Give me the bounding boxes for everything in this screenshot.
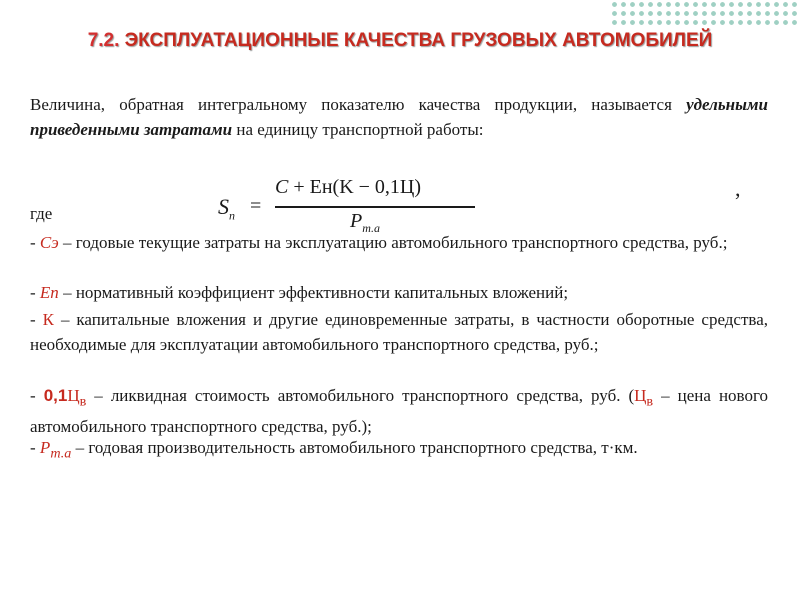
list-item: - Cэ – годовые текущие затраты на эксплуатацию автомобильного транспортного средства, руб.; [30,233,728,252]
formula-equals: = [250,195,262,217]
symbol-cv: $Ц_в$ [67,386,87,410]
formula-numerator: C + Eн(K − 0,1Ц) [275,176,422,198]
intro-emphasis: удельными приведенными затратами [30,95,768,139]
page-title [60,28,740,54]
symbol-ce: Cэ [39,233,59,252]
symbol-k: К [42,310,54,329]
symbol-01: 0,1 [43,386,68,405]
symbol-cv-2: $Ц_в$ [634,386,654,410]
symbol-pta: $P_{т.а}$ [39,438,72,462]
list-item: - Eп – нормативный коэффициент эффективности капитальных вложений; [30,283,569,302]
where-label: где [30,204,53,223]
formula-comma: , [735,176,741,201]
formula [210,176,510,234]
formula-lhs: $S_п$ [218,194,235,223]
decorative-dots [610,0,800,28]
intro-part2: на единицу транспортной работы: [232,120,484,139]
intro-part1: Величина, обратная интегральному показателю качества продукции, называется [30,95,687,114]
title-number: 7.2. [87,30,120,51]
list-item: - $0,1Ц_в$ – ликвидная стоимость автомобильного транспортного средства, руб. ($Ц_в$ – цена нового автомобильного транспортного средства, руб.); [30,386,768,437]
list-item: - К – капитальные вложения и другие единовременные затраты, в частности оборотные средства, необходимые для эксплуатации автомобильного транспортного средства, руб.; [30,310,768,354]
symbol-en: Eп [39,283,59,302]
fraction-bar [275,206,475,208]
intro-paragraph [30,92,768,142]
list-item: - $P_{т.а}$ – годовая производительность автомобильного транспортного средства, т·км. [30,438,638,462]
title-text: ЭКСПЛУАТАЦИОННЫЕ КАЧЕСТВА ГРУЗОВЫХ АВТОМОБИЛЕЙ [119,30,713,51]
formula-denominator: $P_{т.а}$ [350,210,381,235]
